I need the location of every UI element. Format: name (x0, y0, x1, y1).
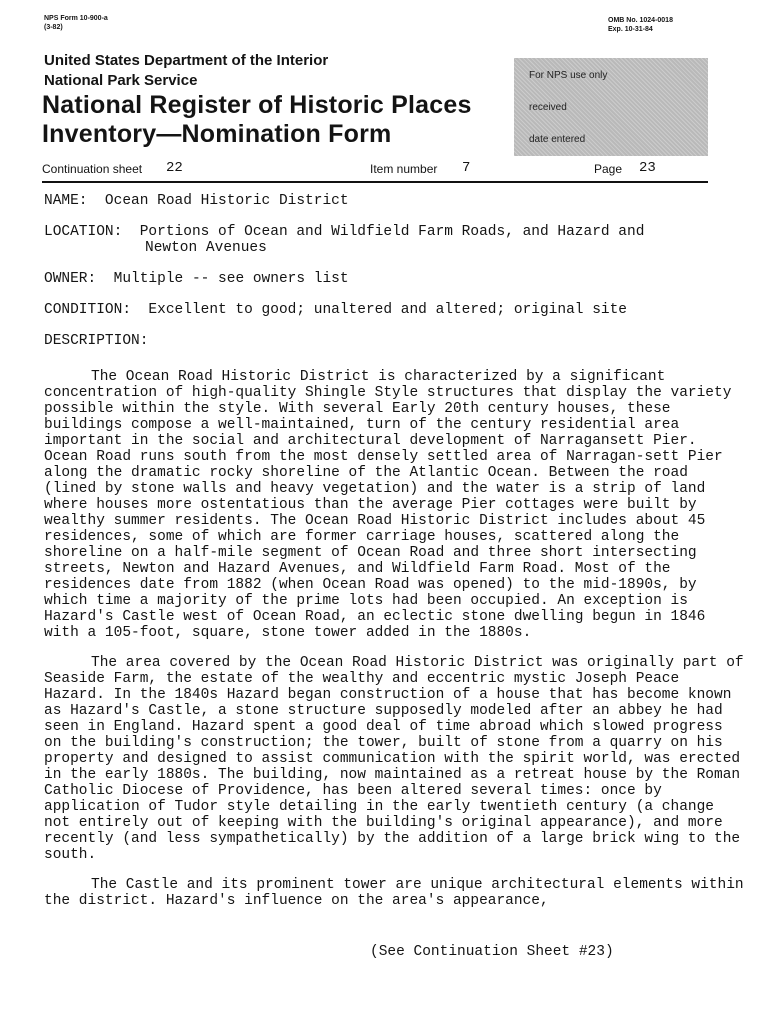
description-label: DESCRIPTION: (44, 333, 149, 349)
description-paragraph: The Castle and its prominent tower are unique architectural elements within the district. Hazard's influence on the area's appearance, (44, 877, 744, 909)
omb-number-line: OMB No. 1024-0018 (608, 17, 673, 24)
omb-expiry-line: Exp. 10-31-84 (608, 26, 653, 33)
name-label: NAME: (44, 193, 88, 209)
condition-field (44, 302, 627, 318)
form-date-line: (3-82) (44, 24, 63, 31)
form-number-line: NPS Form 10-900-a (44, 15, 108, 22)
continuation-sheet-label: Continuation sheet (42, 162, 143, 176)
location-field (44, 224, 644, 240)
page-value: 23 (639, 160, 656, 176)
owner-value: Multiple -- see owners list (113, 271, 349, 287)
agency-block (44, 51, 328, 91)
description-paragraph: The area covered by the Ocean Road Historic District was originally part of Seaside Farm, the estate of the wealthy and eccentric mystic Joseph Peace Hazard. In the 1840s Hazard began construction of a house that has become known as Hazard's Castle, a stone structure supposedly modeled after an abbey he had seen in England. Hazard spent a good deal of time abroad which slowed progress on the building's construction; the tower, built of stone from a quarry on his property and designed to assist communication with the spirit world, was erected in the early 1880s. The building, now maintained as a retreat house by the Roman Catholic Diocese of Providence, has been altered several times: once by application of Tudor style detailing in the early twentieth century (a change not entirely out of keeping with the building's original appearance), and more recently (and less sympathetically) by the addition of a large brick wing to the south. (44, 655, 744, 863)
header-divider (42, 181, 708, 183)
continuation-row (42, 162, 708, 182)
received-label: received (529, 102, 567, 113)
form-title-line1: National Register of Historic Places (42, 91, 472, 119)
description-body (44, 369, 744, 923)
nps-use-only-box (514, 58, 708, 156)
form-title-line2: Inventory—Nomination Form (42, 120, 392, 148)
page-label: Page (594, 162, 623, 176)
condition-label: CONDITION: (44, 302, 132, 318)
item-number-label: Item number (370, 162, 438, 176)
description-paragraph: The Ocean Road Historic District is characterized by a significant concentration of high-quality Shingle Style structures that display the variety possible within the style. With several Early 20th century houses, these buildings compose a well-maintained, turn of the century residential area important in the social and architectural development of Narragansett Pier. Ocean Road runs south from the most densely settled area of Narragan-sett Pier along the dramatic rocky shoreline of the Atlantic Ocean. Between the road (lined by stone walls and heavy vegetation) and the water is a strip of land where houses more ostentatious than the average Pier cottages were built by wealthy summer residents. The Ocean Road Historic District includes about 45 residences, some of which are former carriage houses, scattered along the shoreline on a half-mile segment of Ocean Road and three short intersecting streets, Newton and Hazard Avenues, and Wildfield Farm Road. Most of the residences date from 1882 (when Ocean Road was opened) to the mid-1890s, by which time a majority of the prime lots had been occupied. An exception is Hazard's Castle west of Ocean Road, an eclectic stone dwelling begun in 1846 with a 105-foot, square, stone tower added in the 1880s. (44, 369, 732, 641)
form-number (44, 14, 108, 32)
owner-field (44, 271, 349, 287)
service-name: National Park Service (44, 72, 198, 89)
nps-use-only-label: For NPS use only (529, 70, 608, 81)
name-field (44, 193, 349, 209)
name-value: Ocean Road Historic District (104, 193, 349, 209)
form-title (42, 91, 472, 149)
date-entered-label: date entered (529, 134, 586, 145)
item-number-value: 7 (462, 160, 471, 176)
owner-label: OWNER: (44, 271, 97, 287)
continuation-sheet-value: 22 (166, 160, 183, 176)
omb-number (608, 16, 673, 34)
location-value-line1: Portions of Ocean and Wildfield Farm Roads, and Hazard and (139, 224, 645, 240)
condition-value: Excellent to good; unaltered and altered; original site (148, 302, 627, 318)
location-value-line2: Newton Avenues (145, 240, 267, 256)
continuation-note: (See Continuation Sheet #23) (370, 944, 614, 960)
location-label: LOCATION: (44, 224, 123, 240)
department-name: United States Department of the Interior (44, 52, 329, 69)
